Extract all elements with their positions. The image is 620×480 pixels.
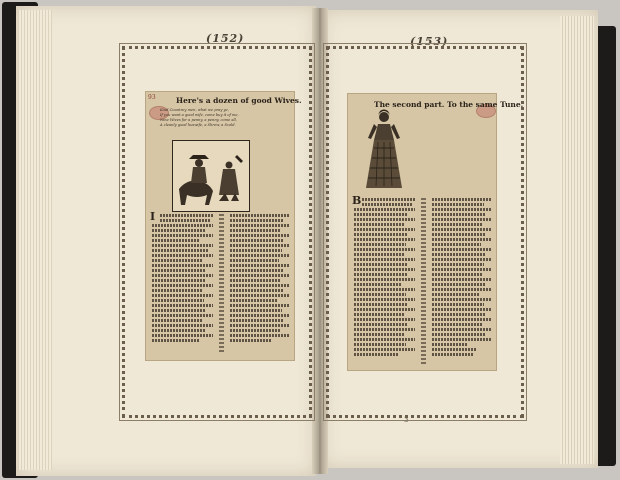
column-divider bbox=[421, 198, 426, 364]
ballad-verses bbox=[352, 194, 492, 364]
verse-column-right bbox=[432, 198, 493, 364]
woodcut-woman-figure bbox=[362, 108, 406, 194]
right-ballad-sheet bbox=[348, 94, 524, 370]
ballad-title: Here's a dozen of good Wives. bbox=[176, 96, 302, 105]
shelfmark: 93 bbox=[148, 94, 156, 101]
column-divider bbox=[219, 214, 224, 354]
drop-cap: I bbox=[150, 210, 156, 223]
verse-column-left bbox=[352, 194, 415, 364]
page-edges-left bbox=[18, 10, 52, 470]
drop-cap: B bbox=[352, 194, 362, 207]
ballad-title: The second part. To the same Tune. bbox=[374, 100, 524, 109]
ballad-verses bbox=[150, 210, 290, 354]
right-page-number: (153) bbox=[410, 35, 449, 48]
ballad-subtitle: Kind Countrey men, what we pray ye, If you want a good wife, come buy it of me, Nine Wives for a penny, a penny, come all, A cleanly good huswife, a Shrew, a Scold. bbox=[160, 108, 239, 127]
woodcut-illustration bbox=[172, 140, 250, 212]
folio-mark: 3 bbox=[404, 416, 409, 424]
left-page-number: (152) bbox=[206, 32, 245, 45]
page-edges-right bbox=[560, 16, 594, 464]
left-ballad-sheet bbox=[146, 92, 302, 360]
verse-column-right bbox=[230, 214, 291, 354]
verse-column-left bbox=[150, 210, 213, 354]
